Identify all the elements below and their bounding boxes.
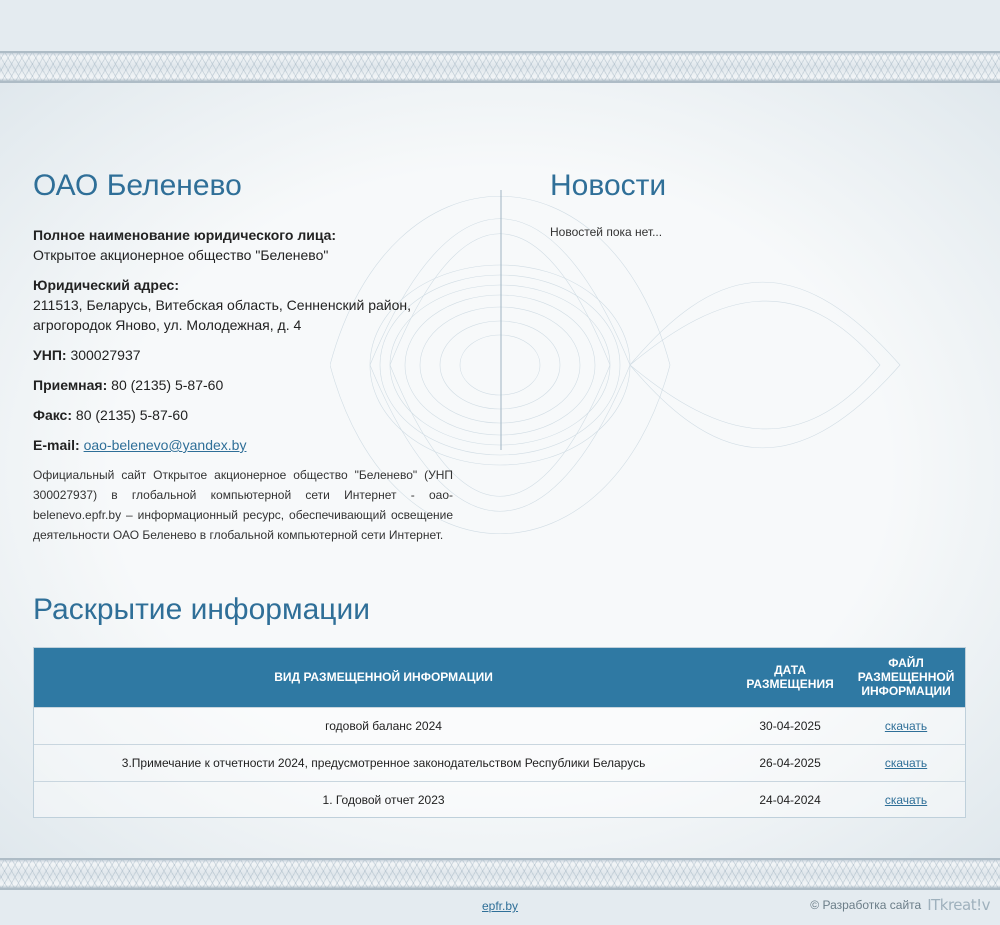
footer-guilloche-border	[0, 858, 1000, 890]
download-link[interactable]: скачать	[884, 718, 928, 733]
row-info-type: годовой баланс 2024	[34, 707, 733, 744]
news-section	[550, 168, 960, 239]
company-title: ОАО Беленево	[33, 169, 242, 202]
header-guilloche-border	[0, 51, 1000, 83]
email-field	[33, 435, 453, 455]
reception-field	[33, 375, 453, 395]
table-header-row	[34, 648, 965, 707]
address-line2: агрогородок Яново, ул. Молодежная, д. 4	[33, 317, 302, 333]
row-file-cell	[847, 744, 965, 781]
disclosure-title: Раскрытие информации	[33, 593, 370, 626]
full-name-field	[33, 225, 453, 265]
news-empty-message: Новостей пока нет...	[550, 225, 663, 239]
email-label: E-mail:	[33, 437, 80, 453]
reception-value: 80 (2135) 5-87-60	[111, 377, 224, 393]
address-line1: 211513, Беларусь, Витебская область, Сенненский район,	[33, 297, 412, 313]
row-date: 30-04-2025	[733, 707, 847, 744]
row-info-type: 3.Примечание к отчетности 2024, предусмотренное законодательством Республики Беларусь	[34, 744, 733, 781]
table-row	[34, 744, 965, 781]
row-file-cell	[847, 707, 965, 744]
fax-value: 80 (2135) 5-87-60	[75, 407, 188, 423]
address-field	[33, 275, 453, 335]
download-link[interactable]: скачать	[884, 755, 928, 770]
developer-credits	[810, 896, 990, 914]
unp-value: 300027937	[70, 347, 141, 363]
full-name-label: Полное наименование юридического лица:	[33, 227, 337, 243]
footer-epfr-link[interactable]: epfr.by	[482, 899, 519, 913]
table-row	[34, 707, 965, 744]
row-date: 26-04-2025	[733, 744, 847, 781]
header-file: ФАЙЛ РАЗМЕЩЕННОЙ ИНФОРМАЦИИ	[847, 648, 965, 707]
reception-label: Приемная:	[33, 377, 108, 393]
full-name-value: Открытое акционерное общество "Беленево"	[33, 247, 329, 263]
unp-field	[33, 345, 453, 365]
unp-label: УНП:	[33, 347, 67, 363]
fax-label: Факс:	[33, 407, 73, 423]
email-link[interactable]: oao-belenevo@yandex.by	[83, 437, 247, 453]
news-title: Новости	[550, 169, 667, 202]
row-info-type: 1. Годовой отчет 2023	[34, 781, 733, 818]
site-description: Официальный сайт Открытое акционерное общество "Беленево" (УНП 300027937) в глобальной компьютерной сети Интернет - oao-belenevo.epfr.by – информационный ресурс, обеспечивающий освещение деятельности ОАО Беленево в глобальной компьютерной сети Интернет.	[33, 468, 453, 542]
header-info-type: ВИД РАЗМЕЩЕННОЙ ИНФОРМАЦИИ	[34, 648, 733, 707]
header-date: ДАТА РАЗМЕЩЕНИЯ	[733, 648, 847, 707]
download-link[interactable]: скачать	[884, 792, 928, 807]
disclosure-table-container	[33, 647, 966, 818]
company-info	[33, 168, 453, 545]
top-band	[0, 0, 1000, 52]
developer-logo[interactable]: ITkreat!v	[927, 896, 990, 914]
disclosure-table	[34, 648, 965, 818]
table-row	[34, 781, 965, 818]
credit-text: © Разработка сайта	[810, 898, 922, 912]
fax-field	[33, 405, 453, 425]
row-file-cell	[847, 781, 965, 818]
address-label: Юридический адрес:	[33, 277, 179, 293]
row-date: 24-04-2024	[733, 781, 847, 818]
